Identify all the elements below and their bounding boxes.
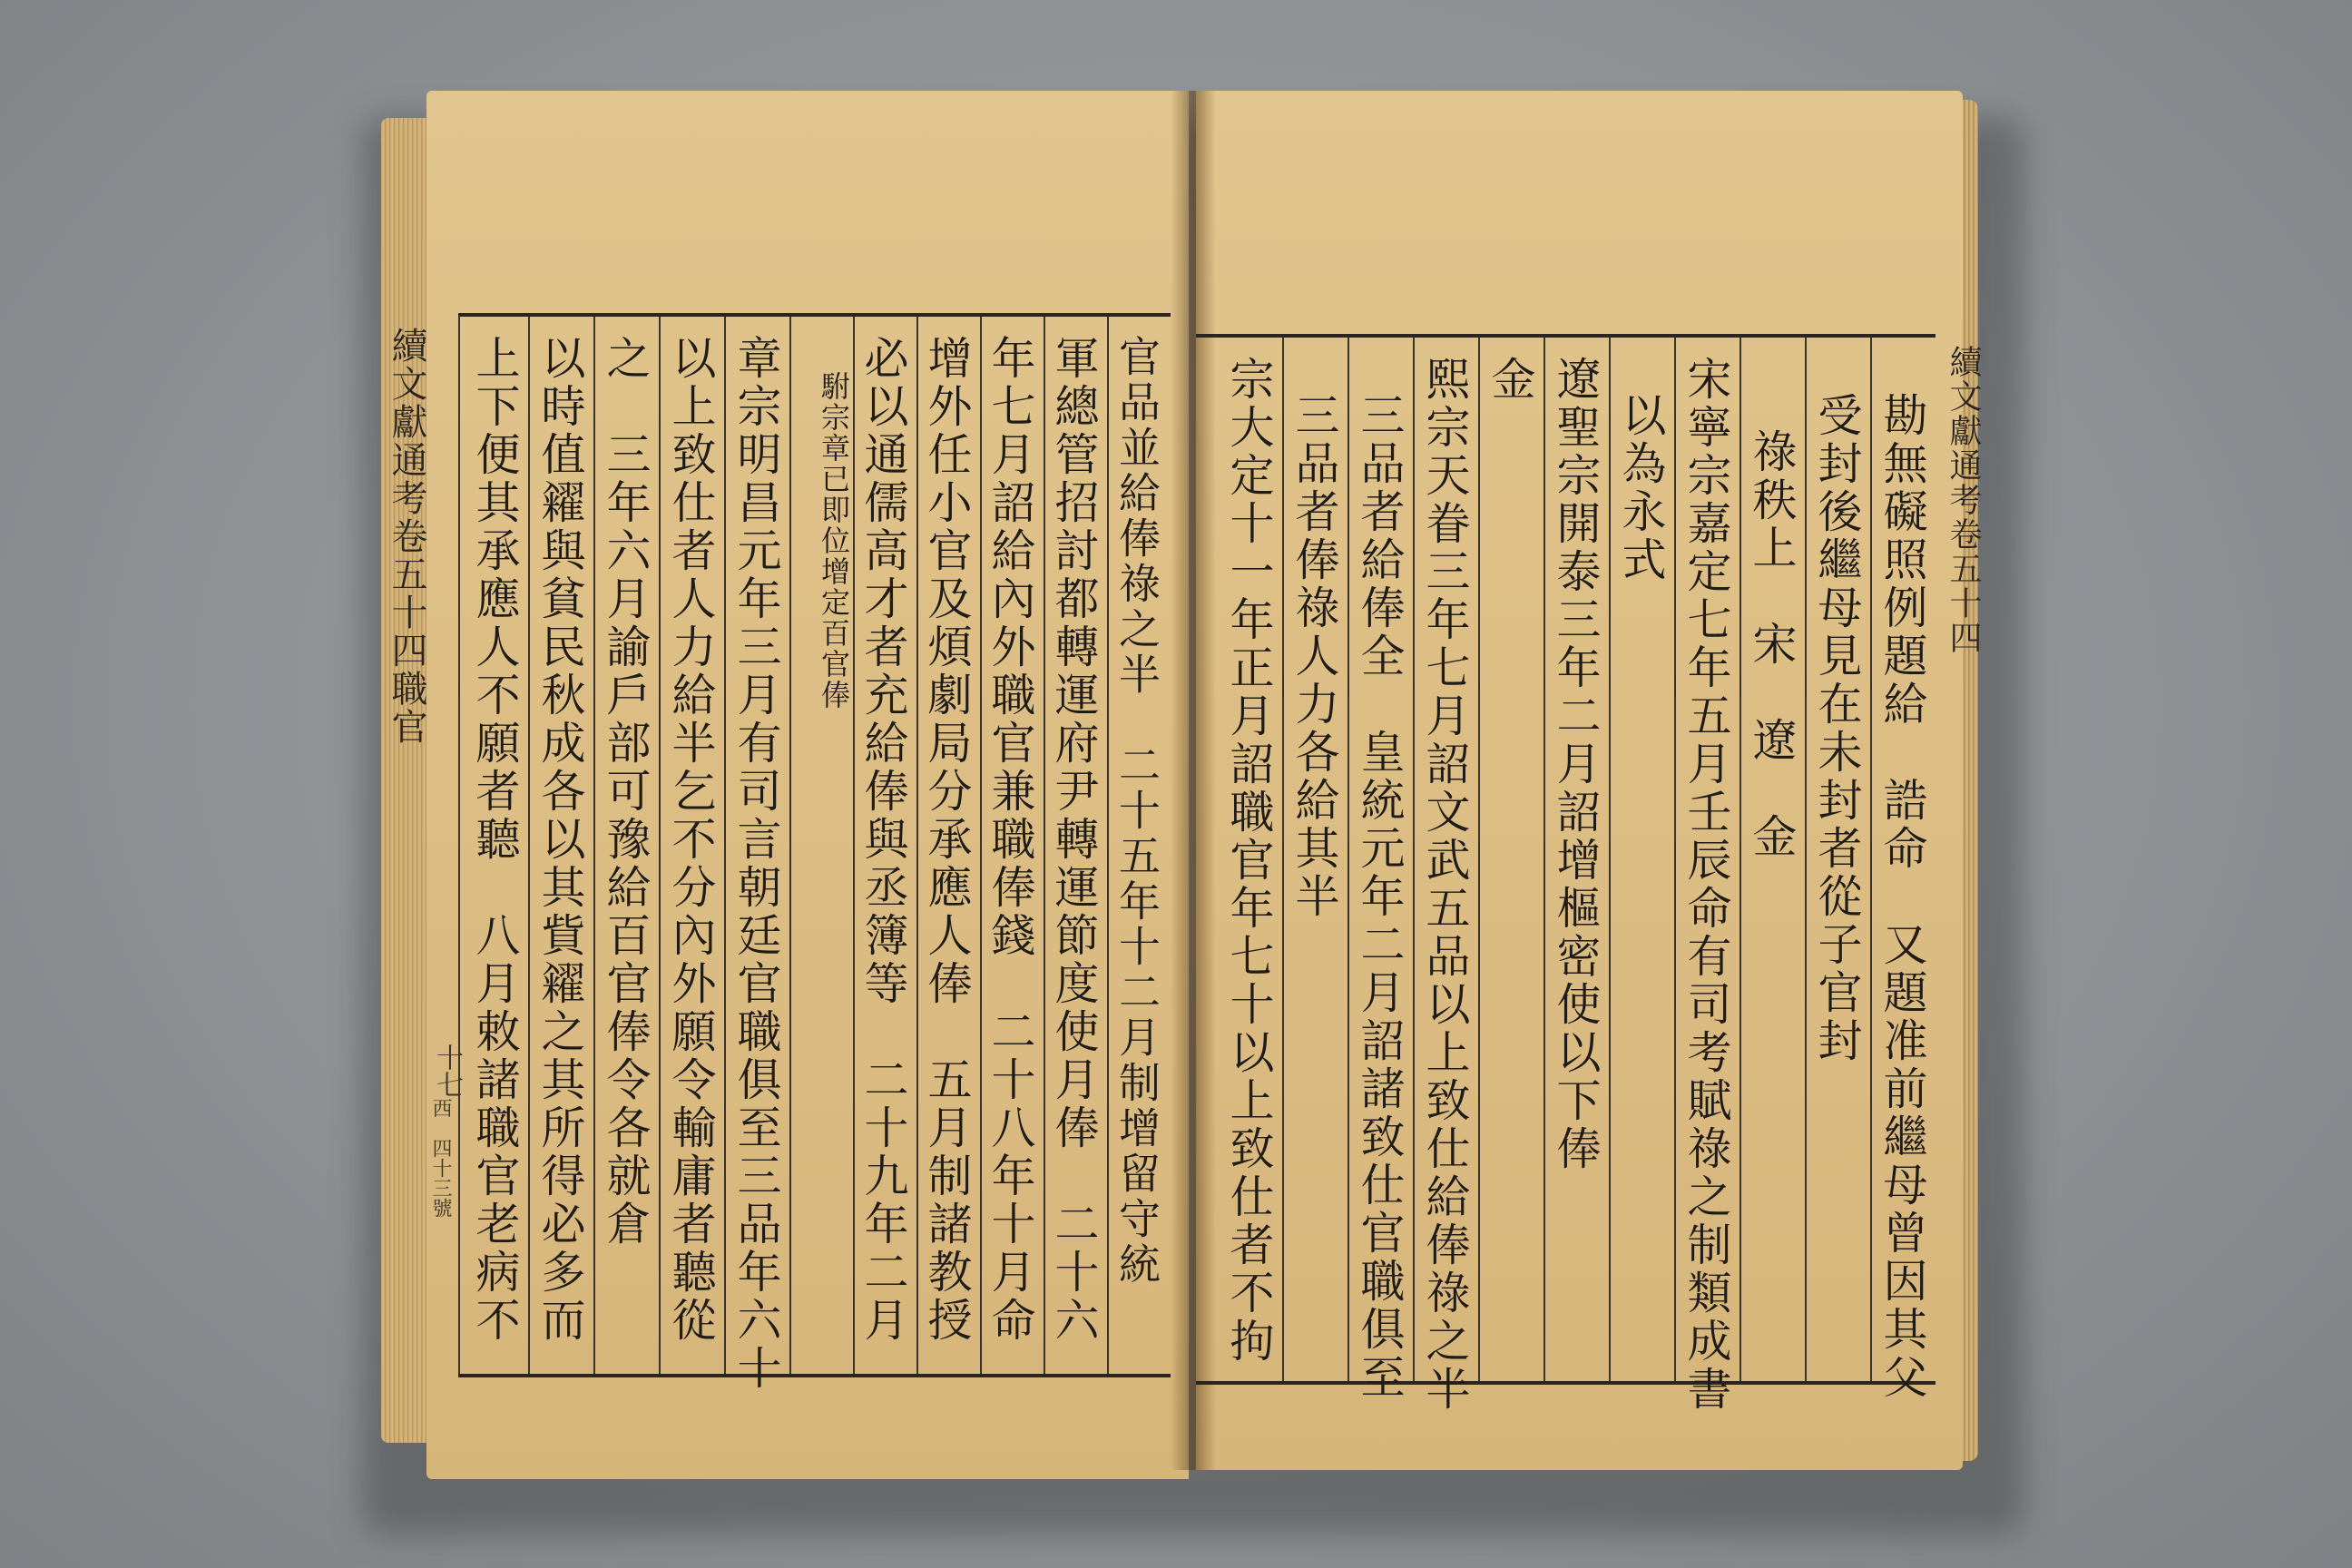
column-5: 以為永式 <box>1609 338 1674 1381</box>
column-3: 年七月詔給內外職官兼職俸錢 二十八年十月命 <box>980 317 1044 1374</box>
column-1: 官品並給俸祿之半 二十五年十二月制增留守統 <box>1107 317 1171 1374</box>
left-text-block <box>458 313 1171 1393</box>
column-9: 之 三年六月諭戶部可豫給百官俸令各就倉 <box>593 317 659 1374</box>
column-6: 遼聖宗開泰三年二月詔增樞密使以下俸 <box>1544 338 1609 1381</box>
column-10: 三品者俸祿人力各給其半 <box>1282 338 1348 1381</box>
column-9: 三品者給俸全 皇統元年二月詔諸致仕官職俱至 <box>1348 338 1413 1381</box>
column-8: 熙宗天眷三年七月詔文武五品以上致仕給俸祿之半 <box>1413 338 1478 1381</box>
column-5: 必以通儒高才者充給俸與丞簿等 二十九年二月 <box>853 317 916 1374</box>
library-stamp: 西 四十三號 <box>429 1098 452 1218</box>
right-margin-title: 續文獻通考卷五十四 <box>1945 345 1982 655</box>
left-margin-title: 續文獻通考卷五十四職官 <box>386 327 427 746</box>
left-page-number: 十七 <box>431 1044 463 1098</box>
column-3: 祿秩上 宋 遼 金 <box>1740 338 1805 1381</box>
column-1: 勘無礙照例題給 誥命 又題准前繼母曾因其父 <box>1870 338 1936 1381</box>
column-8: 以上致仕者人力給半乞不分內外願令輸庸者聽從 <box>659 317 724 1374</box>
column-10: 以時值糴與貧民秋成各以其貲糴之其所得必多而 <box>528 317 593 1374</box>
right-text-block <box>1196 334 1936 1414</box>
column-4: 增外任小官及煩劇局分承應人俸 五月制諸教授 <box>916 317 980 1374</box>
column-11: 宗大定十一年正月詔職官年七十以上致仕者不拘 <box>1223 356 1275 1366</box>
column-2: 軍總管招討都轉運府尹轉運節度使月俸 二十六 <box>1044 317 1107 1374</box>
column-7: 章宗明昌元年三月有司言朝廷官職俱至三品年六十 <box>724 317 789 1374</box>
column-4: 宋寧宗嘉定七年五月壬辰命有司考賦祿之制類成書 <box>1674 338 1740 1381</box>
column-6: 駙宗章已即位增定百官俸 <box>789 317 853 1374</box>
column-2: 受封後繼母見在未封者從子官封 <box>1805 338 1870 1381</box>
column-7: 金 <box>1478 338 1544 1381</box>
column-11: 上下便其承應人不願者聽 八月敕諸職官老病不 <box>458 317 528 1374</box>
